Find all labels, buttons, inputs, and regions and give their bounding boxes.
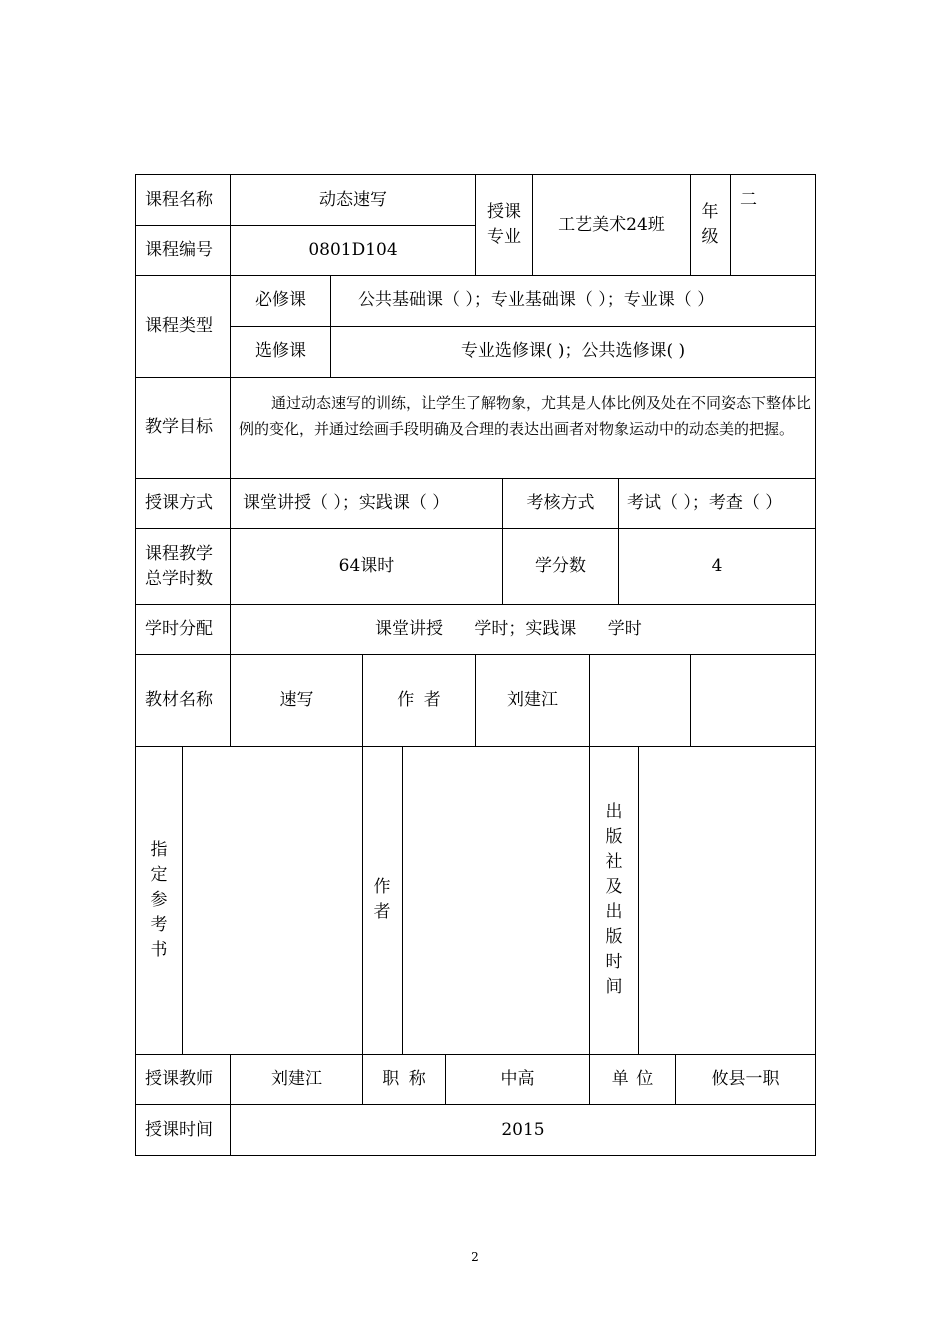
hours-dist-label: 学时分配 bbox=[145, 619, 213, 639]
hours-dist: 课堂讲授 学时；实践课 学时 bbox=[375, 619, 642, 639]
total-hours: 64课时 bbox=[338, 556, 395, 576]
assessment: 考试（ ）；考查（ ） bbox=[627, 493, 783, 513]
course-type-label: 课程类型 bbox=[145, 316, 213, 336]
total-hours-label-2: 总学时数 bbox=[145, 569, 213, 589]
cell-publisher bbox=[638, 746, 816, 1055]
unit: 攸县一职 bbox=[711, 1069, 780, 1089]
author: 刘建江 bbox=[507, 690, 558, 710]
required-label: 必修课 bbox=[255, 290, 306, 310]
ref-books-label: 指定参考书 bbox=[150, 840, 168, 960]
elective-options: 专业选修课( )；公共选修课( ) bbox=[460, 341, 686, 361]
cell-blank-1 bbox=[589, 654, 691, 747]
time: 2015 bbox=[501, 1120, 545, 1140]
major-label: 授课专业 bbox=[487, 202, 521, 247]
elective-label: 选修课 bbox=[255, 341, 306, 361]
goal-label: 教学目标 bbox=[145, 417, 213, 437]
total-hours-label-1: 课程教学 bbox=[145, 544, 213, 564]
course-code-label: 课程编号 bbox=[145, 240, 213, 260]
grade-label: 年级 bbox=[701, 202, 719, 247]
goal-text: 通过动态速写的训练，让学生了解物象，尤其是人体比例及处在不同姿态下整体比例的变化，并通过绘画手段明确及合理的表达出画者对物象运动中的动态美的把握。 bbox=[239, 394, 812, 438]
teacher-label: 授课教师 bbox=[145, 1069, 213, 1089]
cell-ref-books bbox=[182, 746, 363, 1055]
course-code: 0801D104 bbox=[308, 240, 398, 260]
publisher-label: 出版社及出版时间 bbox=[605, 802, 623, 997]
title-label: 职 称 bbox=[382, 1069, 426, 1089]
course-name: 动态速写 bbox=[319, 190, 387, 210]
author-label: 作 者 bbox=[397, 690, 441, 710]
grade: 二 bbox=[740, 190, 757, 210]
required-options: 公共基础课（ ）；专业基础课（ ）；专业课（ ） bbox=[358, 290, 715, 310]
cell-blank-2 bbox=[690, 654, 816, 747]
assessment-label: 考核方式 bbox=[526, 493, 595, 513]
time-label: 授课时间 bbox=[145, 1120, 213, 1140]
teaching-method: 课堂讲授（ ）；实践课（ ） bbox=[243, 493, 450, 513]
textbook-label: 教材名称 bbox=[145, 690, 213, 710]
credits-label: 学分数 bbox=[535, 556, 586, 576]
unit-label: 单 位 bbox=[611, 1069, 654, 1089]
course-name-label: 课程名称 bbox=[145, 190, 213, 210]
page-number: 2 bbox=[471, 1250, 479, 1264]
textbook: 速写 bbox=[279, 690, 314, 710]
teaching-method-label: 授课方式 bbox=[145, 493, 213, 513]
major: 工艺美术24班 bbox=[558, 215, 665, 235]
title: 中高 bbox=[500, 1069, 535, 1089]
cell-ref-author bbox=[402, 746, 590, 1055]
ref-author-label: 作者 bbox=[373, 877, 391, 922]
credits: 4 bbox=[711, 556, 723, 576]
teacher: 刘建江 bbox=[271, 1069, 322, 1089]
